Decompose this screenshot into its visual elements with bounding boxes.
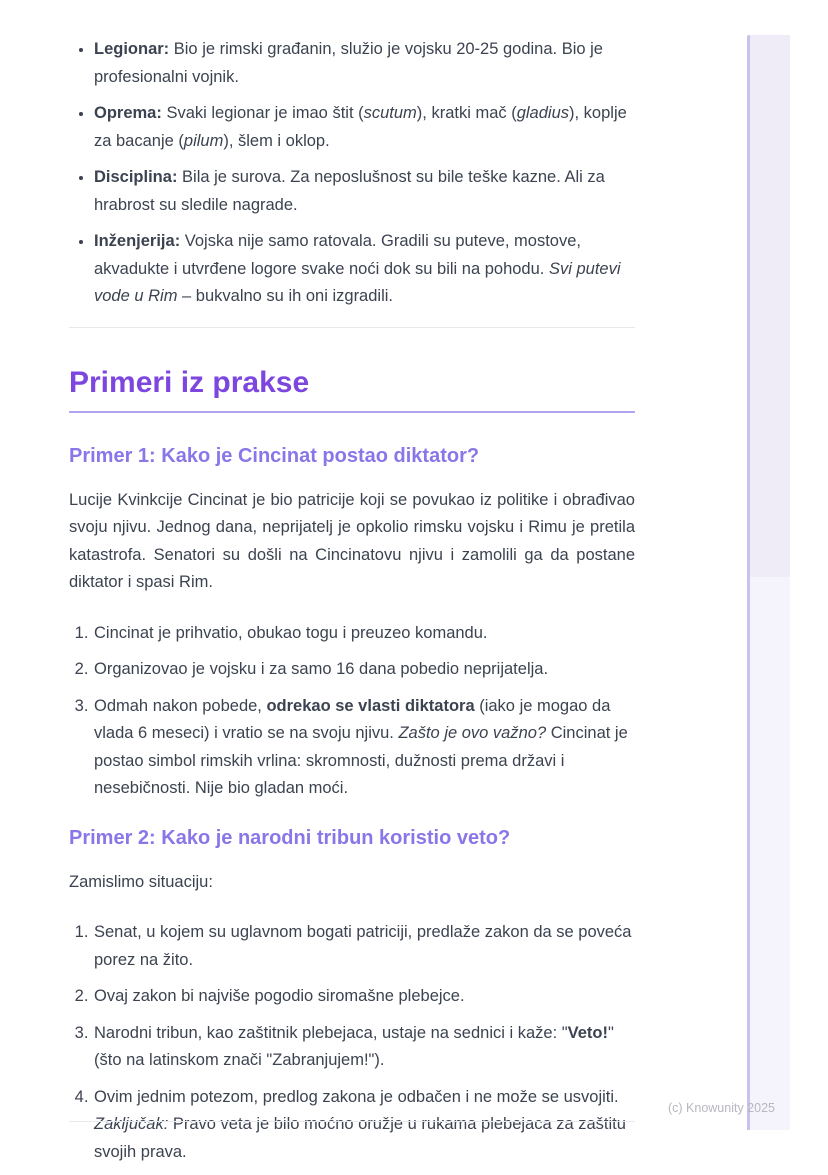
example1-steps-list (69, 620, 635, 803)
text-segment: ), koplje za bacanje ( (94, 104, 627, 150)
copyright-notice: (c) Knowunity 2025 (667, 1101, 775, 1115)
text-segment: Organizovao je vojsku i za samo 16 dana pobedio neprijatelja. (94, 660, 549, 678)
legion-facts-list (69, 36, 635, 311)
text-segment: Zaključak: (94, 1115, 169, 1133)
step-item (93, 656, 635, 684)
step-item (93, 693, 635, 803)
list-item (94, 164, 635, 219)
text-segment: (iako je mogao da vlada 6 meseci) i vratio se na svoju njivu. (94, 696, 611, 742)
text-segment: Vojska nije samo ratovala. Gradili su puteve, mostove, akvadukte i utvrđene logore svake noći dok su bili na pohodu. (94, 232, 581, 278)
section-divider (69, 327, 635, 328)
example2-heading: Primer 2: Kako je narodni tribun koristio veto? (69, 826, 511, 849)
text-segment: Ovim jednim potezom, predlog zakona je odbačen i ne može se usvojiti. (94, 1087, 619, 1106)
step-item (93, 620, 635, 648)
page-edge-rail (747, 35, 790, 1130)
text-segment: ), kratki mač ( (416, 104, 517, 122)
page-content (69, 0, 635, 1175)
text-segment: Svi putevi vode u Rim (94, 259, 621, 305)
text-segment: Senat, u kojem su uglavnom bogati patriciji, predlaže zakon da se poveća porez na žito. (94, 923, 632, 969)
text-segment: Svaki legionar je imao štit ( (161, 104, 364, 122)
text-segment: Ovaj zakon bi najviše pogodio siromašne plebejce. (94, 987, 465, 1005)
list-item (94, 36, 635, 91)
text-segment: Odmah nakon pobede, (94, 696, 267, 715)
step-item (93, 1084, 635, 1167)
text-segment: Pravo veta je bilo moćno oružje u rukama plebejaca za zaštitu svojih prava. (94, 1115, 626, 1161)
example2-steps-list (69, 919, 635, 1166)
example1-intro-paragraph: Lucije Kvinkcije Cincinat je bio patricije koji se povukao iz politike i obrađivao svoju njivu. Jednog dana, neprijatelj je opkolio rimsku vojsku i Rimu je pretila katastrofa. Senatori su došli na Cincinatovu njivu i zamolili ga da postane diktator i spasi Rim. (69, 490, 635, 591)
step-item (93, 919, 635, 974)
text-segment: Bio je rimski građanin, služio je vojsku 20-25 godina. Bio je profesionalni vojnik. (94, 40, 603, 86)
text-segment: Legionar: (94, 40, 170, 58)
text-segment: gladius (516, 104, 570, 122)
bottom-divider (69, 1121, 635, 1122)
text-segment: Bila je surova. Za neposlušnost su bile teške kazne. Ali za hrabrost su sledile nagrade. (94, 168, 605, 214)
step-item (93, 983, 635, 1011)
text-segment: scutum (363, 104, 417, 122)
text-segment: ), šlem i oklop. (223, 131, 330, 150)
text-segment: pilum (183, 131, 224, 150)
section-title: Primeri iz prakse (69, 365, 635, 413)
text-segment: Zašto je ovo važno? (398, 724, 547, 742)
text-segment: Disciplina: (94, 168, 178, 186)
list-item (94, 228, 635, 311)
text-segment: " (što na latinskom znači "Zabranjujem!"). (94, 1023, 614, 1069)
text-segment: – bukvalno su ih oni izgradili. (177, 287, 393, 305)
text-segment: Cincinat je postao simbol rimskih vrlina: skromnosti, dužnosti prema državi i nesebičnosti. Nije bio gladan moći. (94, 724, 628, 797)
list-item (94, 100, 635, 155)
text-segment: Veto! (567, 1023, 608, 1042)
step-item (93, 1020, 635, 1075)
example2-intro-paragraph: Zamislimo situaciju: (69, 872, 213, 891)
example1-heading: Primer 1: Kako je Cincinat postao diktator? (69, 444, 480, 467)
text-segment: Inženjerija: (94, 232, 181, 250)
text-segment: Narodni tribun, kao zaštitnik plebejaca, ustaje na sednici i kaže: " (94, 1023, 568, 1042)
text-segment: Oprema: (94, 104, 162, 122)
text-segment: Cincinat je prihvatio, obukao togu i preuzeo komandu. (94, 623, 488, 642)
text-segment: odrekao se vlasti diktatora (266, 696, 475, 715)
